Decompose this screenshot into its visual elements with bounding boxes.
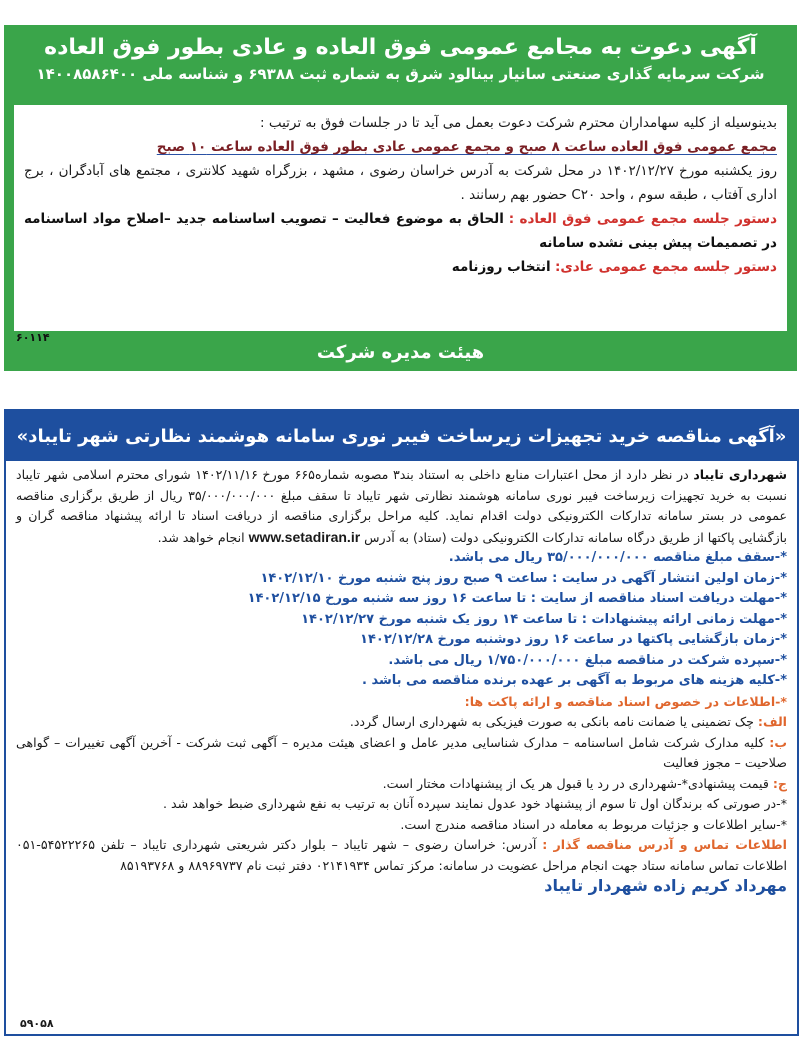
tender-item: *-زمان بازگشایی پاکتها در ساعت ۱۶ روز دوشنبه مورخ ۱۴۰۲/۱۲/۲۸ [360,632,787,647]
ad2-lead [16,465,787,548]
shareholder-meeting-ad [4,25,797,371]
ad2-body [6,461,797,898]
tender-item: *-مهلت دریافت اسناد مناقصه از سایت : تا ساعت ۱۶ روز سه شنبه مورخ ۱۴۰۲/۱۲/۱۵ [247,591,787,606]
signature-line [16,876,787,898]
ad1-agenda2-label: دستور جلسه مجمع عمومی عادی: [554,259,777,275]
contact-text: آدرس: خراسان رضوی – شهر تایباد – بلوار دکتر شریعتی شهرداری تایباد – تلفن ۵۴۵۲۲۲۶۵-۰۵۱ اطلاعات تماس سامانه ستاد جهت انجام مراحل عضویت در سامانه: مرکز تماس ۰۲۱۴۱۹۳۴ دفتر ثبت نام ۸۸۹۶۹۷۳۷ و ۸۵۱۹۳۷۶۸ [16,837,787,873]
tender-item: *-زمان اولین انتشار آگهی در سایت : ساعت ۹ صبح روز پنج شنبه مورخ ۱۴۰۲/۱۲/۱۰ [260,570,787,586]
tender-item: *-سپرده شرکت در مناقصه مبلغ ۱/۷۵۰/۰۰۰/۰۰۰ ریال می باشد. [388,652,787,668]
doc-item-a-label: الف: [757,714,787,729]
contact-label: اطلاعات تماس و آدرس مناقصه گذار : [542,837,787,852]
ad2-code: ۵۹۰۵۸ [20,1017,54,1030]
doc-item-b [16,733,787,774]
ad2-lead-bold: شهرداری تایباد [693,467,787,482]
ad1-agenda1-text: الحاق به موضوع فعالیت – تصویب اساسنامه جدید –اصلاح مواد اساسنامه در تصمیمات پیش بینی نشده سامانه [24,211,777,251]
tender-item: *-سقف مبلغ مناقصه ۳۵/۰۰۰/۰۰۰/۰۰۰ ریال می باشد. [448,550,787,565]
ad1-footer: هیئت مدیره شرکت [316,341,485,363]
doc-item-c-text: قیمت پیشنهادی*-شهرداری در رد یا قبول هر یک از پیشنهادات مختار است. [382,775,769,791]
ad2-lead-text: در نظر دارد از محل اعتبارات منابع داخلی به استناد بند۳ مصوبه شماره۶۶۵ مورخ ۱۴۰۲/۱۱/۱۶ شورای محترم اسلامی شهر تایباد نسبت به خرید تجهیزات زیرساخت فیبر نوری سامانه هوشمند نظارتی شهر تایباد تا سقف مبلغ ۳۵/۰۰۰/۰۰۰/۰۰۰ ریال از طریق برگزاری مناقصه عمومی در بستر سامانه تدارکات الکترونیکی دولت اقدام نماید. کلیه مراحل برگزاری مناقصه از دریافت اسناد تا ارائه پیشنهاد مناقصه گران و بازگشایی پاکتها از طریق درگاه سامانه تدارکات الکترونیکی دولت (ستاد) به آدرس [16,467,787,545]
docs-heading: *-اطلاعات در خصوص اسناد مناقصه و ارائه پاکت ها: [464,693,787,709]
ad1-details: روز یکشنبه مورخ ۱۴۰۲/۱۲/۲۷ در محل شرکت به آدرس خراسان رضوی ، مشهد ، بزرگراه شهید کلانتری ، مجتمع های آبادگران ، برج اداری آفتاب ، طبقه سوم ، واحد C۲۰ حضور بهم رسانند . [24,163,778,203]
doc-item-a-text: چک تضمینی یا ضمانت نامه بانکی به صورت فیزیکی به شهرداری ارسال گردد. [349,714,754,729]
ad1-agenda2 [24,255,777,279]
tender-item: *-کلیه هزینه های مربوط به آگهی بر عهده برنده مناقصه می باشد . [361,673,787,688]
contact-info [16,835,787,876]
signature: مهرداد کریم زاده شهردار تایباد [544,876,787,895]
ad1-code: ۶۰۱۱۴ [16,331,50,344]
website-link[interactable]: www.setadiran.ir [248,528,361,545]
tender-ad [4,409,799,1036]
ad1-title: آگهی دعوت به مجامع عمومی فوق العاده و عادی بطور فوق العاده [44,35,757,60]
doc-item-b-label: ب: [769,734,787,750]
ad2-lead-end: انجام خواهد شد. [157,529,245,545]
ad1-header [4,25,797,105]
other-note: *-سایر اطلاعات و جزئیات مربوط به معامله در اسناد مناقصه مندرج است. [400,816,787,832]
doc-item-c [16,774,787,795]
ad2-title: «آگهی مناقصه خرید تجهیزات زیرساخت فیبر نوری سامانه هوشمند نظارتی شهر تایباد» [6,411,797,461]
ad1-intro: بدینوسیله از کلیه سهامداران محترم شرکت دعوت بعمل می آید تا در جلسات فوق به ترتیب : [260,115,777,131]
ad1-meetings: مجمع عمومی فوق العاده ساعت ۸ صبح و مجمع عمومی عادی بطور فوق العاده ساعت ۱۰ صبح [156,139,777,155]
ad1-agenda1-label: دستور جلسه مجمع عمومی فوق العاده : [508,211,778,227]
doc-item-a [16,712,787,733]
ad1-agenda2-text: انتخاب روزنامه [451,259,551,275]
ad1-agenda1 [24,207,777,255]
winners-note: *-در صورتی که برندگان اول تا سوم از پیشنهاد خود عدول نمایند سپرده آنان به ترتیب به نفع شهرداری ضبط خواهد شد . [163,796,787,811]
ad1-body [14,105,787,331]
tender-item: *-مهلت زمانی ارائه پیشنهادات : تا ساعت ۱۴ روز یک شنبه مورخ ۱۴۰۲/۱۲/۲۷ [301,611,787,627]
doc-item-c-label: ج: [772,775,787,791]
ad1-subtitle: شرکت سرمایه گذاری صنعتی سانیار بینالود شرق به شماره ثبت ۶۹۳۸۸ و شناسه ملی ۱۴۰۰۸۵۸۶۴۰۰ [36,65,765,83]
doc-item-b-text: کلیه مدارک شرکت شامل اساسنامه – مدارک شناسایی مدیر عامل و اعضای هیئت مدیره – آگهی ثبت شرکت - آخرین آگهی تغییرات – گواهی صلاحیت – مجوز فعالیت [16,734,787,770]
